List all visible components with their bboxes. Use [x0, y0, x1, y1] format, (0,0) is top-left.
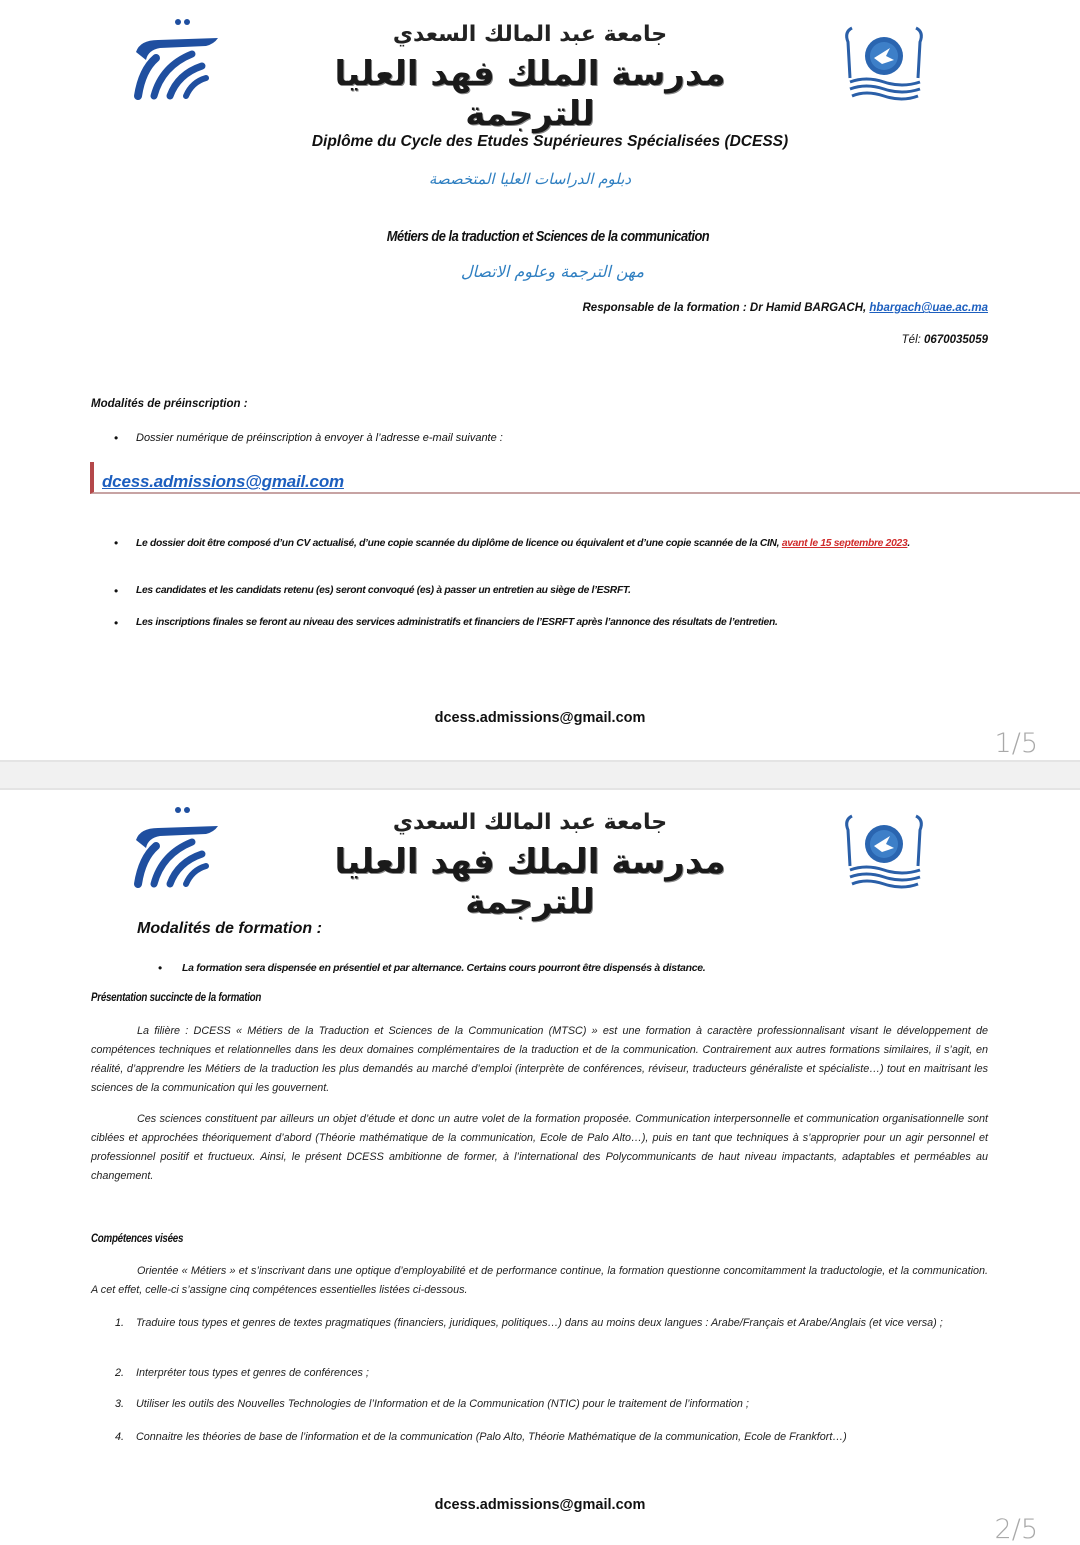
responsible-email-link[interactable]: hbargach@uae.ac.ma — [869, 302, 988, 314]
presentation-paragraph-1: La filière : DCESS « Métiers de la Traduction et Sciences de la Communication (MTSC) » est une formation à caractère professionnalisant visant le développement de compétences techniques et relationnelles dans les deux domaines complémentaires de la traduction et de la communication. Contrairement aux autres formations similaires, il s’agit, en réalité, d’apprendre les Métiers de la traduction les plus demandés au marché d’emploi (interprète de conférences, réviseur, traducteurs généraliste et spécialiste…) tout en maitrisant les sciences de la communication qui les gouvernent. — [91, 1025, 988, 1094]
item-number: 1. — [115, 1317, 125, 1329]
tel-label: Tél: — [901, 334, 925, 346]
bullet-icon: • — [114, 584, 119, 598]
telephone — [902, 334, 988, 346]
presentation-paragraph-2: Ces sciences constituent par ailleurs un objet d’étude et donc un autre volet de la formation proposée. Communication interpersonnelle et communication organisationnelle sont ciblées et approchées théoriquement d’abord (Théorie mathématique de la communication, Ecole de Palo Alto…), puis en tant que techniques à s’approprier pour un agir personnel et professionnel positif et fructueux. Ainsi, le présent DCESS ambitionne de former, à l’international des Polycommunicants de haut niveau impactants, adaptables et perméables au changement. — [91, 1113, 988, 1182]
bullet-text-main: Le dossier doit être composé d’un CV actualisé, d’une copie scannée du diplôme de licence ou équivalent et d’une copie scannée de la CIN, — [136, 538, 782, 549]
footer-email: dcess.admissions@gmail.com — [434, 1497, 646, 1513]
school-name-arabic: مدرسة الملك فهد العليا للترجمة — [334, 842, 726, 922]
esrft-logo-icon — [118, 802, 228, 892]
university-logo-icon — [842, 22, 926, 102]
list-item — [114, 615, 778, 631]
competences-heading: Compétences visées — [91, 1233, 184, 1245]
item-number: 3. — [115, 1398, 125, 1410]
bullet-icon: • — [114, 431, 119, 445]
bullet-icon: • — [114, 536, 119, 550]
esrft-logo-icon — [118, 14, 228, 104]
deadline-text: avant le 15 septembre 2023 — [781, 538, 908, 549]
diploma-title-arabic: دبلوم الدراسات العليا المتخصصة — [428, 170, 632, 188]
university-name-arabic: جامعة عبد المالك السعدي — [392, 810, 668, 835]
item-text: Utiliser les outils des Nouvelles Technologies de l’Information et de la Communication (NTIC) pour le traitement de l’information ; — [136, 1398, 749, 1410]
page-indicator: 2/5 — [994, 1514, 1038, 1545]
specialty-title: Métiers de la traduction et Sciences de la communication — [386, 228, 710, 245]
bullet-icon: • — [114, 616, 119, 630]
page-indicator: 1/5 — [994, 728, 1038, 759]
bullet-text: Dossier numérique de préinscription à envoyer à l’adresse e-mail suivante : — [136, 432, 503, 444]
item-number: 2. — [115, 1367, 125, 1379]
bullet-text — [136, 535, 910, 552]
competence-item — [115, 1315, 990, 1332]
bullet-icon: • — [158, 961, 163, 975]
program-responsible — [583, 302, 989, 314]
list-item — [114, 583, 631, 599]
competence-item — [115, 1429, 990, 1446]
bullet-text: Les candidates et les candidats retenu (es) seront convoqué (es) à passer un entretien au siège de l’ESRFT. — [136, 585, 631, 596]
university-name-arabic: جامعة عبد المالك السعدي — [392, 22, 668, 47]
specialty-title-arabic: مهن الترجمة وعلوم الاتصال — [460, 262, 645, 281]
tel-value: 0670035059 — [924, 334, 988, 346]
list-item — [158, 960, 705, 976]
formation-heading: Modalités de formation : — [137, 920, 322, 937]
competence-item — [115, 1396, 990, 1413]
list-item — [114, 535, 984, 552]
university-logo-icon — [842, 810, 926, 890]
competences-intro: Orientée « Métiers » et s’inscrivant dans une optique d’employabilité et de performance continue, la formation questionne concomitamment la traductologie, et la communication. A cet effet, celle-ci s’assigne cinq compétences essentielles listées ci-dessous. — [91, 1265, 988, 1296]
item-text: Connaitre les théories de base de l’information et de la communication (Palo Alto, Théorie Mathématique de la communication, Ecole de Frankfort…) — [136, 1431, 847, 1443]
item-text: Traduire tous types et genres de textes pragmatiques (financiers, juridiques, politiques…) dans au moins deux langues : Arabe/Français et Arabe/Anglais (et vice versa) ; — [136, 1317, 943, 1329]
admissions-email-block — [90, 462, 1080, 494]
list-item — [114, 430, 503, 446]
competence-item — [115, 1365, 990, 1382]
bullet-text-end: . — [907, 538, 910, 549]
bullet-text: La formation sera dispensée en présentiel et par alternance. Certains cours pourront être dispensés à distance. — [182, 962, 706, 974]
bullet-text: Les inscriptions finales se feront au niveau des services administratifs et financiers de l’ESRFT après l’annonce des résultats de l’entretien. — [136, 617, 778, 628]
item-number: 4. — [115, 1431, 125, 1443]
school-name-arabic: مدرسة الملك فهد العليا للترجمة — [334, 54, 726, 134]
document-page-1 — [0, 0, 1080, 760]
admissions-email-link[interactable]: dcess.admissions@gmail.com — [102, 472, 344, 491]
diploma-title: Diplôme du Cycle des Etudes Supérieures Spécialisées (DCESS) — [311, 133, 789, 150]
item-text: Interpréter tous types et genres de conférences ; — [136, 1367, 369, 1379]
responsible-label: Responsable de la formation : Dr Hamid BARGACH, — [582, 302, 870, 314]
page-separator — [0, 760, 1080, 790]
document-page-2 — [0, 790, 1080, 1543]
preinscription-heading: Modalités de préinscription : — [91, 398, 248, 410]
footer-email: dcess.admissions@gmail.com — [434, 710, 646, 726]
presentation-heading: Présentation succincte de la formation — [91, 992, 262, 1004]
